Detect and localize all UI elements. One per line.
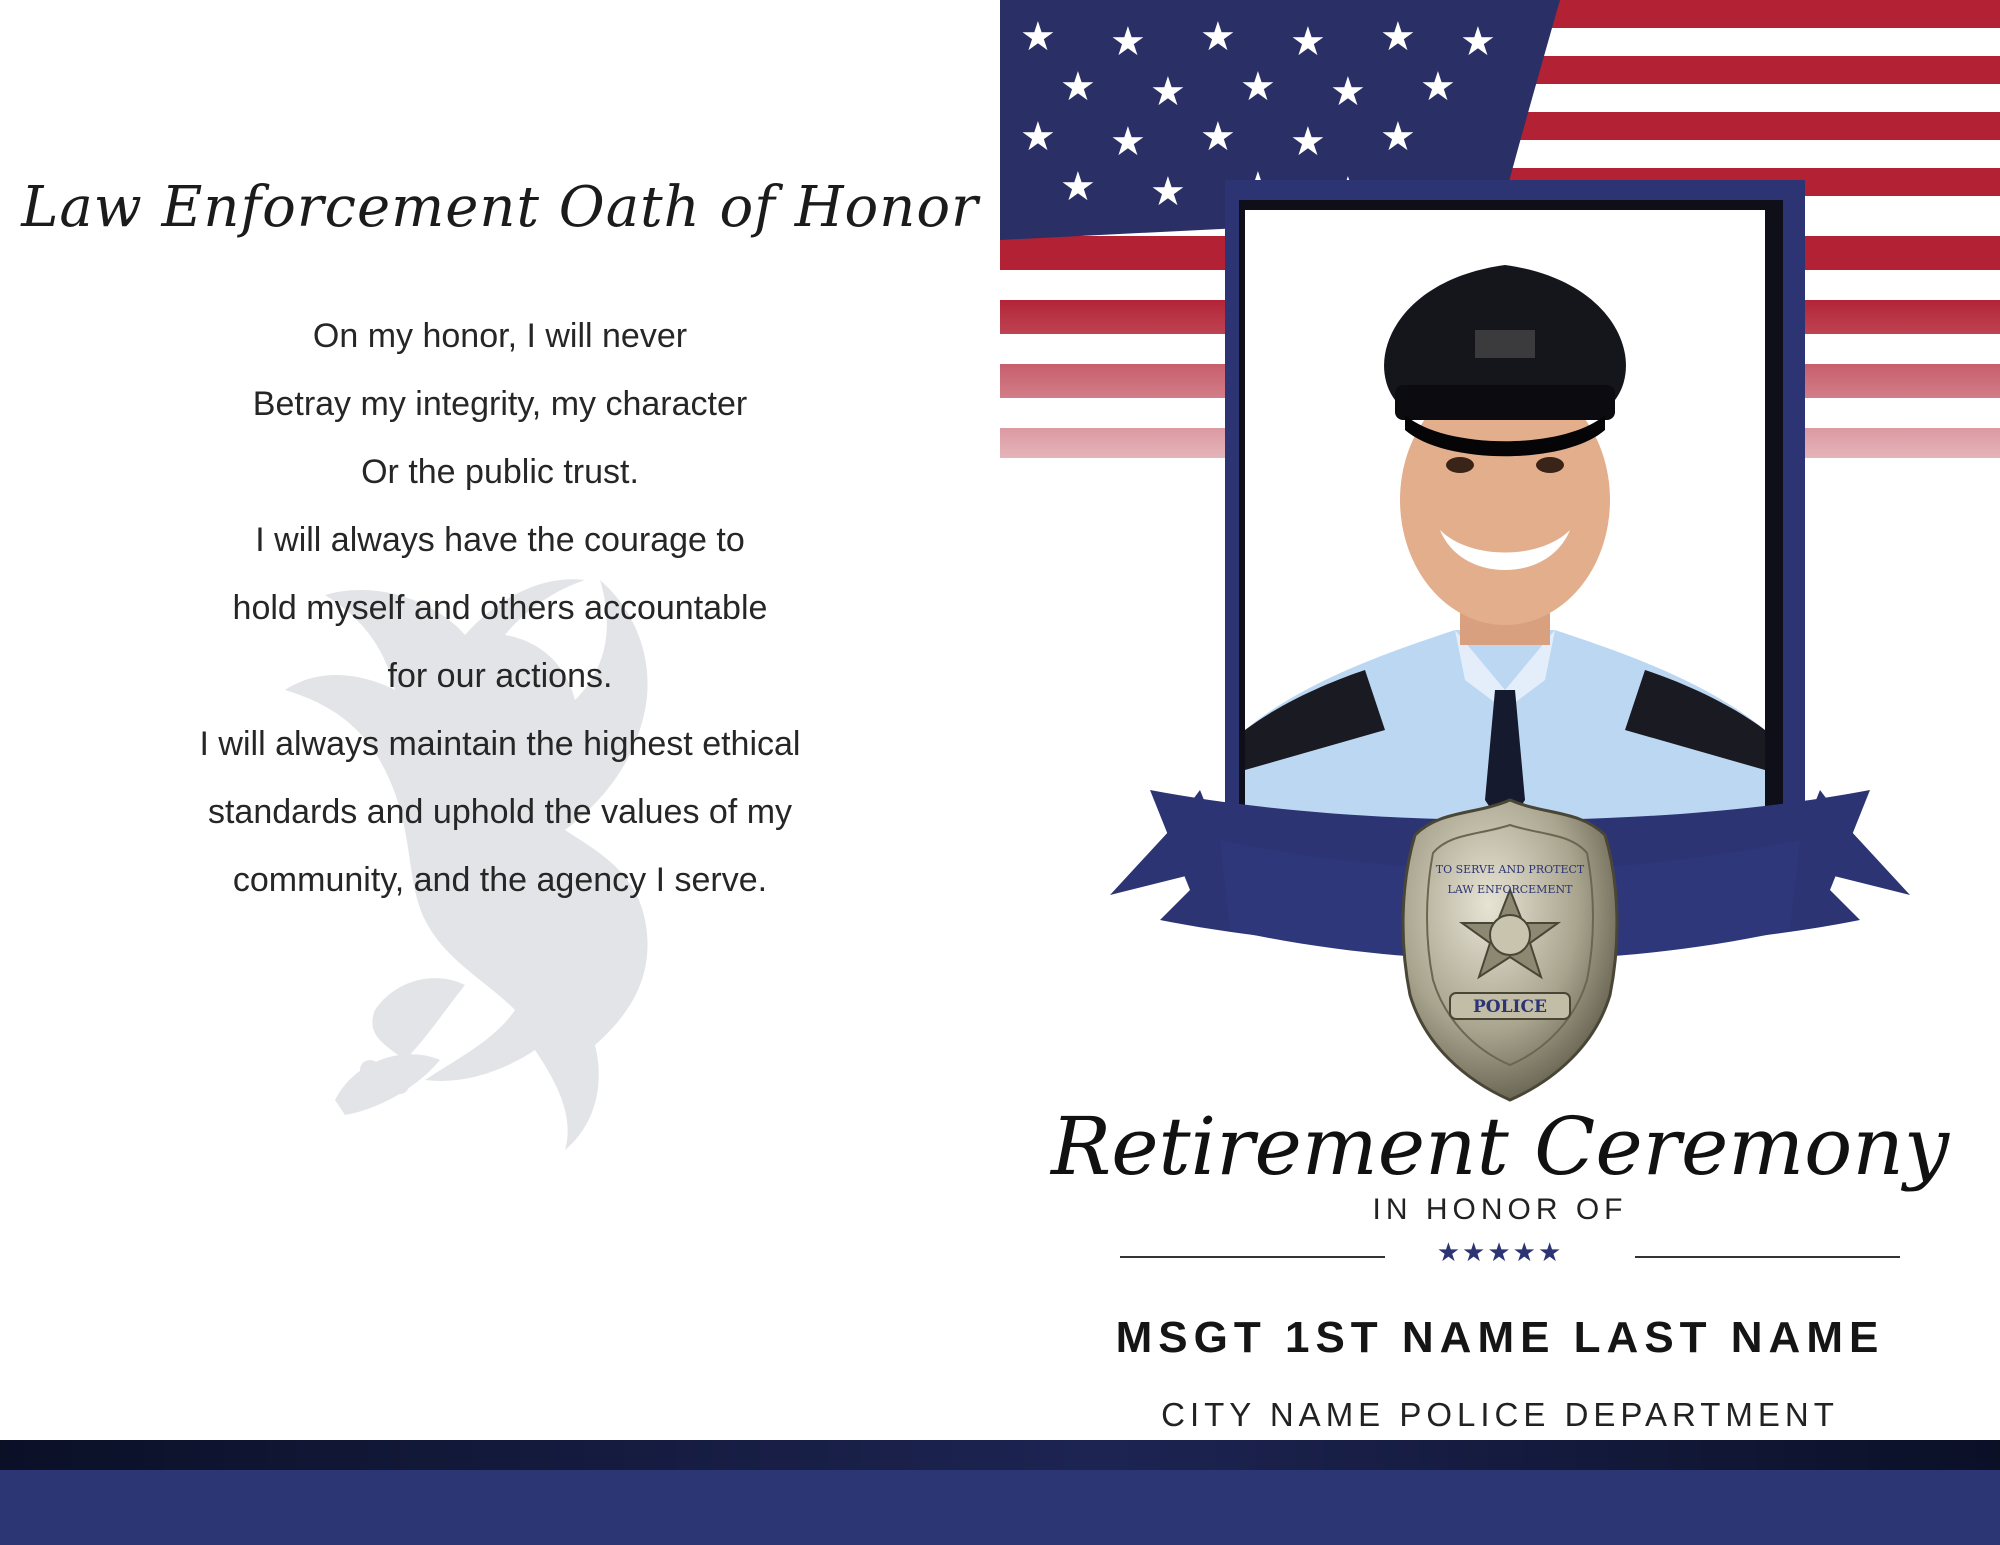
badge-middle-text: LAW ENFORCEMENT (1447, 883, 1573, 896)
ceremony-title: Retirement Ceremony (1050, 1100, 1950, 1193)
badge-top-text: TO SERVE AND PROTECT (1435, 863, 1585, 876)
police-badge-icon (1395, 795, 1625, 1105)
oath-line: for our actions. (387, 657, 613, 695)
photo-frame (1225, 180, 1805, 860)
footer-band-blue (0, 1470, 2000, 1545)
oath-line: Betray my integrity, my character (252, 385, 748, 423)
right-panel (1000, 0, 2000, 1440)
oath-text (0, 306, 1000, 918)
footer-band-dark (0, 1440, 2000, 1470)
oath-line: Or the public trust. (361, 453, 639, 491)
stars-icon: ★★★★★ (1436, 1238, 1564, 1268)
oath-line: On my honor, I will never (312, 317, 688, 355)
left-panel (0, 0, 1000, 1440)
oath-line: I will always maintain the highest ethical (199, 725, 801, 763)
oath-line: standards and uphold the values of my (207, 793, 793, 831)
badge-bottom-text: POLICE (1473, 997, 1547, 1017)
department-name: CITY NAME POLICE DEPARTMENT (1161, 1396, 1839, 1433)
in-honor-of-label: IN HONOR OF (1372, 1193, 1628, 1226)
oath-line: community, and the agency I serve. (232, 861, 768, 899)
oath-title: Law Enforcement Oath of Honor (21, 175, 979, 240)
oath-line: hold myself and others accountable (232, 589, 768, 627)
oath-line: I will always have the courage to (255, 521, 745, 559)
honoree-name: MSGT 1ST NAME LAST NAME (1115, 1313, 1885, 1362)
